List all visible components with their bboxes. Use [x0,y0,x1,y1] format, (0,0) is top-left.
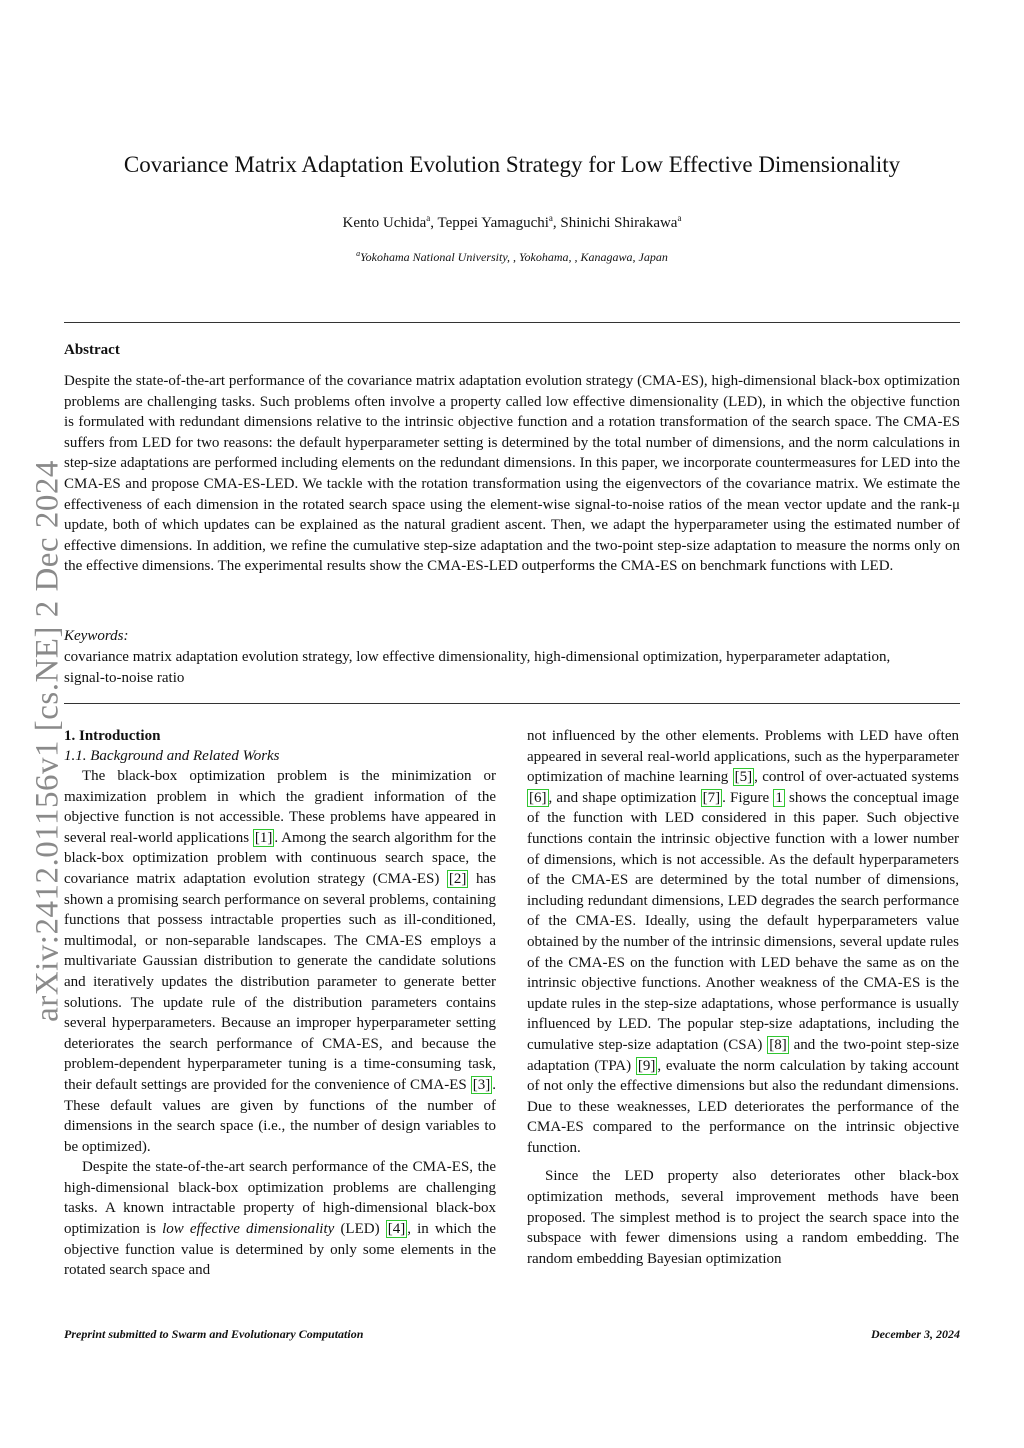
citation-link[interactable]: [9] [637,1057,656,1074]
text-run: and the two-point step-size adaptation (TPA) [527,1036,959,1074]
text-run: has shown a promising search performance on several problems, containing functions that possess intractable properties such as ill-conditioned, multimodal, or non-separable landscapes. The CMA-ES employs a multivariate Gaussian distribution to generate the candidate solutions and iteratively updates the distribution parameter to generate better solutions. The update rule of the distribution parameters contains several hyperparameters. Because an improper hyperparameter setting deteriorates the search performance of CMA-ES, and because the problem-dependent hyperparameter tuning is a time-consuming task, their default settings are provided for the convenience of CMA-ES [64,870,497,1093]
abstract-heading: Abstract [64,342,120,358]
author-name: Shinichi Shirakawa [560,215,678,231]
paragraph: Since the LED property also deteriorates other black-box optimization methods, several improvement methods have been proposed. The simplest method is to project the search space into the subspace with fewer dimensions using a random embedding. The random embedding Bayesian optimization [527,1168,959,1267]
emphasis-text: low effective dimensionality [162,1221,335,1238]
citation-link[interactable]: [6] [529,789,547,806]
paragraph [64,1157,496,1281]
citation-link[interactable]: [8] [769,1036,787,1053]
abstract-top-rule [64,322,960,323]
affiliation-text: Yokohama National University, , Yokohama, , Kanagawa, Japan [360,250,668,264]
text-run: . These default values are given by functions of the number of dimensions in the search space (i.e., the number of design variables to be optimized). [64,1076,496,1155]
figure-link[interactable]: 1 [775,789,783,806]
author-list: Kento Uchida$^a$, Teppei Yamaguchi$^a$, Shinichi Shirakawa$^a$ [342,213,682,231]
author-affil-mark: a [548,213,553,223]
citation-link[interactable]: [3] [472,1076,491,1093]
footer-submission: Preprint submitted to Swarm and Evolutionary Computation [64,1327,364,1341]
arxiv-id: arXiv:2412.01156v1 [cs.NE] 2 Dec 2024 [29,460,66,1022]
text-run: , evaluate the norm calculation by taking account of not only the effective dimensions but also the redundant dimensions. Due to these weaknesses, LED deteriorates the performance of the CMA-ES compared to the performance on the intrinsic objective function. [527,1057,959,1156]
abstract-bottom-rule [64,703,960,704]
affiliation [0,245,1024,266]
author-name: Kento Uchida [342,215,427,231]
paragraph [527,726,959,1158]
citation-link[interactable]: [5] [734,769,753,786]
section-heading: 1. Introduction [64,728,161,744]
paper-title: Covariance Matrix Adaptation Evolution Strategy for Low Effective Dimensionality [123,152,901,177]
right-column [527,726,959,1269]
author-affil-mark: a [677,213,682,223]
text-run: . Among the search algorithm for the black-box optimization problem with continuous search space, the covariance matrix adaptation evolution strategy (CMA-ES) [64,829,496,887]
text-run: not influenced by the other elements. Problems with LED have often appeared in several real-world applications, such as the hyperparameter optimization of machine learning [527,728,959,786]
keywords-label: Keywords: [64,628,129,644]
footer-date: December 3, 2024 [871,1327,960,1341]
text-run: , in which the objective function value is determined by only some elements in the rotated search space and [64,1221,496,1279]
text-run: The black-box optimization problem is the minimization or maximization problem in which the gradient information of the objective function is not accessible. These problems have appeared in several real-world applications [64,768,496,846]
text-run: . Figure [722,789,774,806]
subsection-heading: 1.1. Background and Related Works [64,748,280,764]
text-run: (LED) [334,1221,386,1238]
author-affil-mark: a [426,213,431,223]
text-run: shows the conceptual image of the function with LED considered in this paper. Such objective functions contain the intrinsic objective function with a lower number of dimensions, which is not accessible. As the default hyperparameters of the CMA-ES are determined by the total number of dimensions, including redundant dimensions, LED degrades the search performance of the CMA-ES. Ideally, using the default hyperparameters value obtained by the number of the intrinsic dimensions, several update rules of the CMA-ES on the function with LED behave the same as on the intrinsic objective functions. Another weakness of the CMA-ES is the update rules in the step-size adaptations, whose performance is usually influenced by LED. The popular step-size adaptations, including the cumulative step-size adaptation (CSA) [527,789,959,1053]
affiliation-mark: a [356,249,361,258]
text-run: Despite the state-of-the-art search performance of the CMA-ES, the high-dimensional black-box optimization problems are challenging tasks. A known intractable property of high-dimensional black-box optimization is [64,1159,496,1238]
text-run: , control of over-actuated systems [754,769,959,786]
left-column [64,726,496,1281]
citation-link[interactable]: [7] [702,789,721,806]
citation-link[interactable]: [1] [254,829,273,846]
citation-link[interactable]: [2] [448,870,467,887]
abstract-text: Despite the state-of-the-art performance of the covariance matrix adaptation evolution strategy (CMA-ES), high-dimensional black-box optimization problems are challenging tasks. Such problems often involve a property called low effective dimensionality (LED), in which the objective function is formulated with redundant dimensions relative to the intrinsic objective function and a rotation transformation of the search space. The CMA-ES suffers from LED for two reasons: the default hyperparameter setting is determined by the total number of dimensions, and the norm calculations in step-size adaptations are performed including elements on the redundant dimensions. In this paper, we incorporate countermeasures for LED into the CMA-ES and propose CMA-ES-LED. We tackle with the rotation transformation using the eigenvectors of the covariance matrix. We estimate the effectiveness of each dimension in the rotated search space using the element-wise signal-to-noise ratios of the mean vector update and the rank-μ update, both of which updates can be explained as the natural gradient ascent. Then, we adapt the hyperparameter using the estimated number of effective dimensions. In addition, we refine the cumulative step-size adaptation and the two-point step-size adaptation to measure the norms only on the effective dimensions. The experimental results show the CMA-ES-LED outperforms the CMA-ES on benchmark functions with LED. [64,373,960,575]
paragraph [64,766,496,1157]
text-run: , and shape optimization [548,789,701,806]
author-name: Teppei Yamaguchi [437,215,549,231]
citation-link[interactable]: [4] [387,1221,406,1238]
keywords-text: covariance matrix adaptation evolution strategy, low effective dimensionality, high-dimensional optimization, hyperparameter adaptation, signal-to-noise ratio [64,649,891,686]
